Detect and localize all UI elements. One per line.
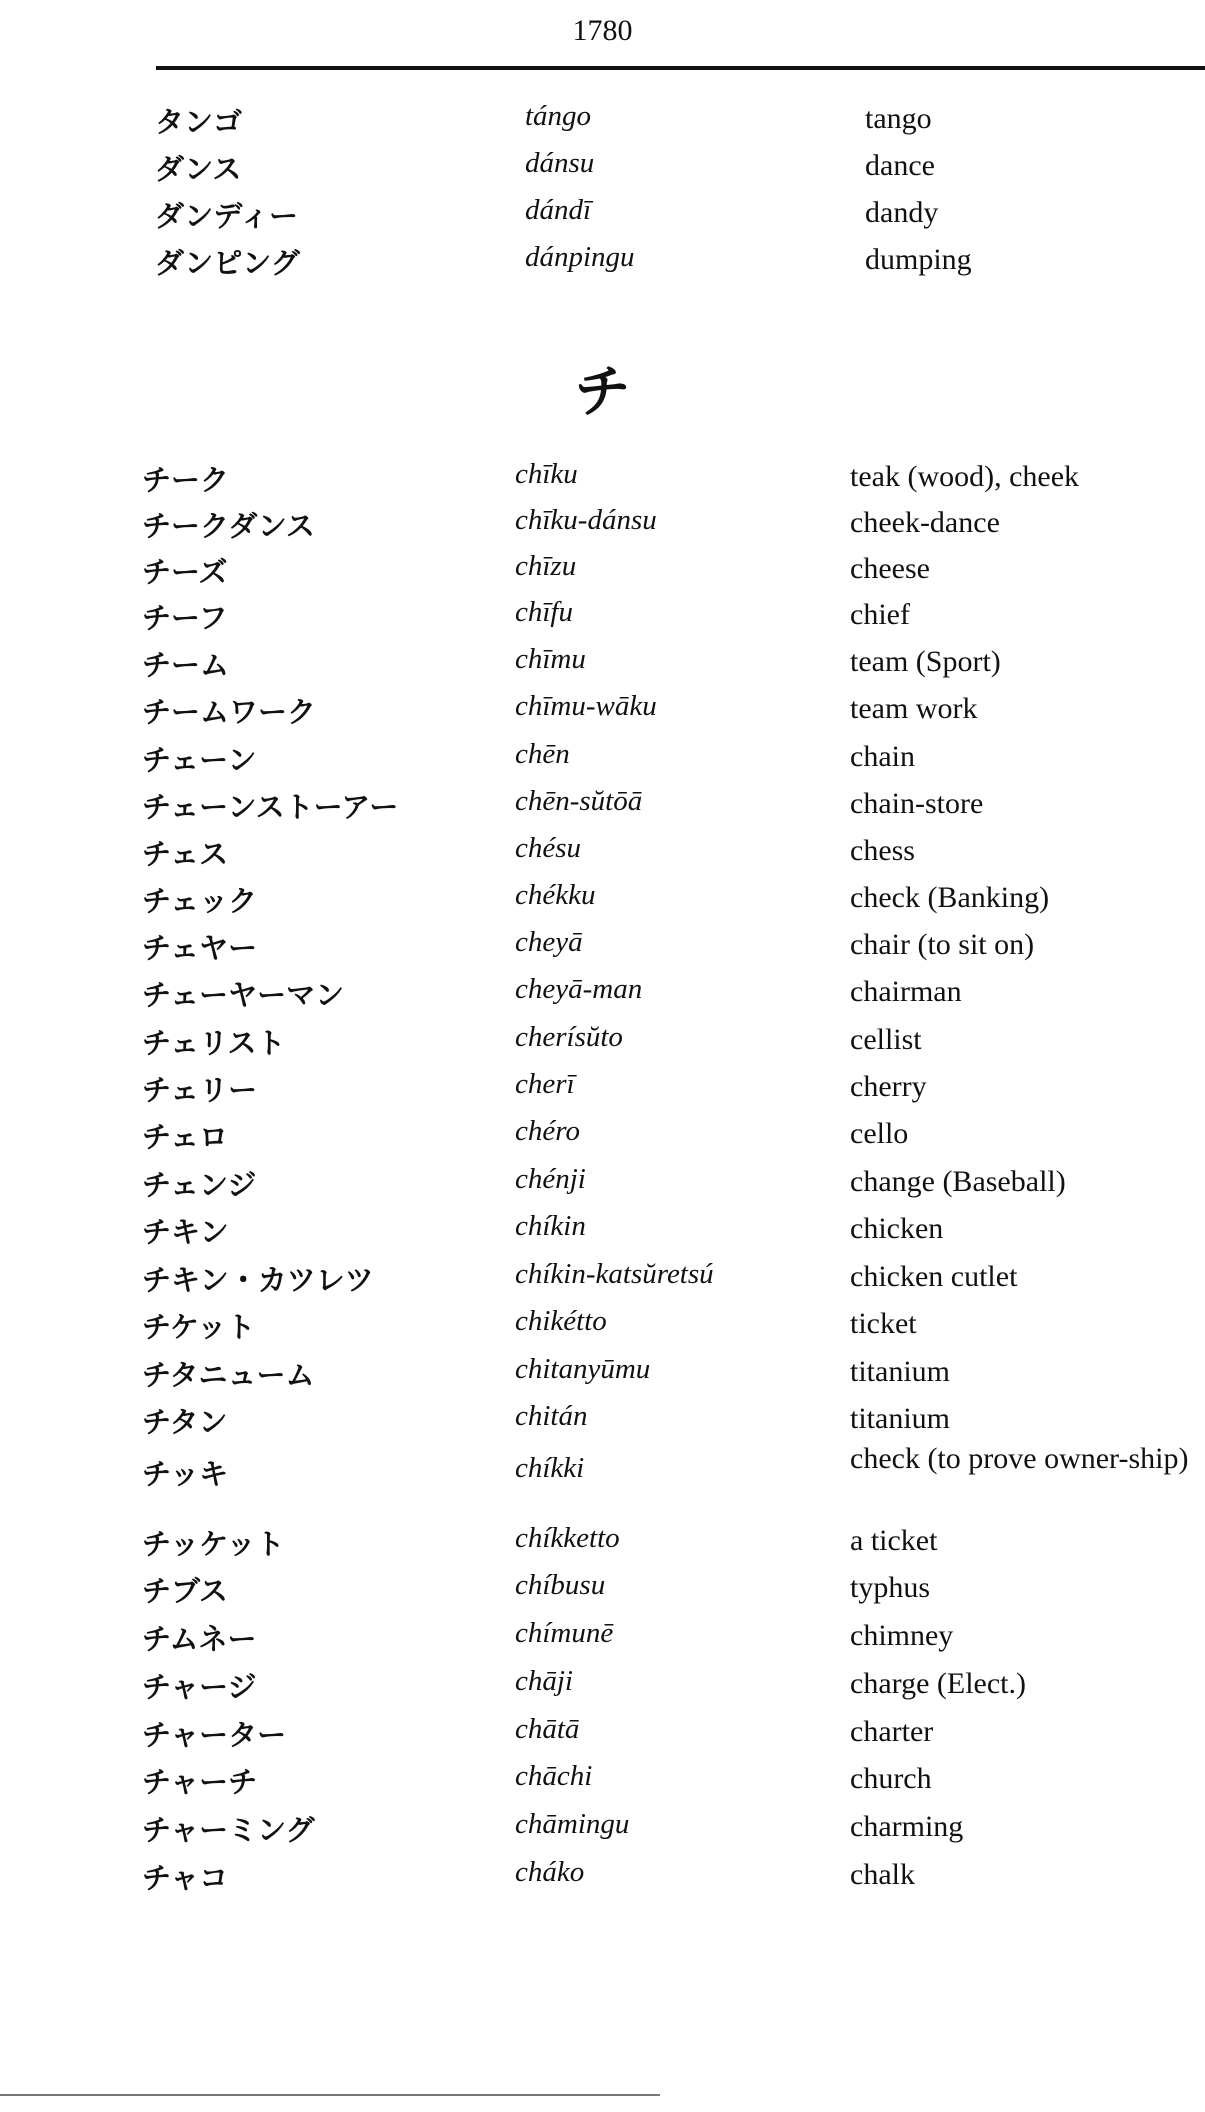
entry-katakana: チェロ [142,1120,229,1154]
entry-romanization: dánsu [525,147,595,179]
entry-english: cheese [850,552,930,585]
dictionary-entry [0,1210,1205,1256]
entry-katakana: チェンジ [142,1168,257,1202]
entry-katakana: チケット [142,1310,256,1344]
entry-romanization: chīku [515,458,578,490]
entry-english: chief [850,598,910,631]
entry-romanization: chéro [515,1115,580,1147]
entry-katakana: タンゴ [155,105,243,139]
entry-katakana: チッキ [142,1457,229,1491]
entry-katakana: チェリー [142,1073,258,1107]
entry-katakana: チェーン [142,743,257,777]
entry-katakana: チタン [142,1405,228,1439]
entry-english: charter [850,1715,934,1748]
entry-katakana: チーム [142,648,230,682]
entry-english: ticket [850,1307,917,1340]
entry-english: typhus [850,1571,931,1604]
entry-romanization: chēn-sŭtōā [515,785,643,817]
entry-romanization: chēn [515,738,570,770]
entry-katakana: チェーンストーアー [142,790,399,824]
dictionary-entry [0,1258,1205,1304]
dictionary-entry [0,1021,1205,1067]
dictionary-entry [0,1442,1205,1498]
entry-english: chair (to sit on) [850,928,1035,961]
entry-katakana: チムネー [142,1622,257,1656]
entry-english: chicken cutlet [850,1260,1018,1293]
entry-katakana: チークダンス [142,509,315,543]
entry-katakana: ダンディー [155,199,298,233]
dictionary-entry [0,1400,1205,1446]
entry-english: cello [850,1117,909,1150]
entry-english: chairman [850,975,962,1008]
entry-english: titanium [850,1355,950,1388]
entry-katakana: チタニューム [142,1358,315,1392]
entry-english: chalk [850,1858,915,1891]
entry-english: check (to prove owner-ship) [850,1442,1189,1475]
dictionary-entry [0,1856,1205,1902]
dictionary-entry [0,643,1205,689]
entry-romanization: chénji [515,1163,586,1195]
entry-english: change (Baseball) [850,1165,1066,1198]
entry-romanization: chātā [515,1713,580,1745]
entry-katakana: チーク [142,463,230,497]
entry-english: chess [850,834,915,867]
page-number: 1780 [572,14,633,47]
entry-english: tango [865,102,932,135]
entry-english: a ticket [850,1524,938,1557]
entry-english: check (Banking) [850,881,1050,914]
entry-katakana: チーズ [142,555,228,589]
entry-english: cellist [850,1023,922,1056]
entry-romanization: chāji [515,1665,573,1697]
entry-romanization: chitán [515,1400,588,1432]
dictionary-entry [0,879,1205,925]
entry-romanization: chāchi [515,1760,593,1792]
dictionary-entry [0,1713,1205,1759]
entry-katakana: チャーチ [142,1765,258,1799]
entry-romanization: cheyā [515,926,583,958]
entry-katakana: チキン [142,1215,229,1249]
dictionary-entry [0,1115,1205,1161]
entry-romanization: chíkin-katsŭretsú [515,1258,714,1290]
entry-romanization: chāmingu [515,1808,630,1840]
dictionary-entry [0,147,1205,193]
entry-english: chimney [850,1619,954,1652]
entry-katakana: ダンピング [155,246,300,280]
entry-english: dumping [865,243,972,276]
dictionary-entry [0,241,1205,287]
dictionary-entry [0,1163,1205,1209]
dictionary-entry [0,1068,1205,1114]
entry-english: chain-store [850,787,984,820]
entry-katakana: チェヤー [142,931,258,965]
entry-romanization: tángo [525,100,592,132]
entry-romanization: chīmu-wāku [515,690,657,722]
entry-romanization: chíkketto [515,1522,620,1554]
entry-romanization: dánpingu [525,241,635,273]
dictionary-entry [0,785,1205,831]
entry-romanization: chīmu [515,643,586,675]
entry-katakana: チェーヤーマン [142,978,345,1012]
entry-english: chain [850,740,915,773]
entry-katakana: チャーミング [142,1813,315,1847]
entry-katakana: ダンス [155,152,242,186]
dictionary-entry [0,1665,1205,1711]
entry-english: cheek-dance [850,506,1000,539]
entry-english: teak (wood), cheek [850,460,1080,493]
dictionary-entry [0,458,1205,504]
dictionary-entry [0,550,1205,596]
entry-romanization: cheyā-man [515,973,643,1005]
dictionary-entry [0,926,1205,972]
entry-romanization: dándī [525,194,592,226]
entry-english: team work [850,692,978,725]
dictionary-entry [0,1522,1205,1568]
dictionary-entry [0,1808,1205,1854]
entry-english: team (Sport) [850,645,1001,678]
entry-romanization: chīfu [515,596,573,628]
entry-katakana: チブス [142,1574,228,1608]
section-header: チ [574,360,631,425]
dictionary-entry [0,1569,1205,1615]
entry-english: dance [865,149,935,182]
entry-katakana: チャーター [142,1718,287,1752]
dictionary-entry [0,832,1205,878]
entry-english: church [850,1762,932,1795]
entry-romanization: chíkin [515,1210,586,1242]
dictionary-entry [0,1305,1205,1351]
entry-romanization: chékku [515,879,596,911]
entry-katakana: チッケット [142,1527,285,1561]
entry-english: cherry [850,1070,927,1103]
entry-english: titanium [850,1402,950,1435]
entry-romanization: cherísŭto [515,1021,623,1053]
entry-katakana: チャコ [142,1861,229,1895]
entry-romanization: chíbusu [515,1569,606,1601]
entry-katakana: チャージ [142,1670,257,1704]
dictionary-entry [0,596,1205,642]
entry-romanization: chīku-dánsu [515,504,657,536]
entry-katakana: チェス [142,837,229,871]
entry-katakana: チキン・カツレツ [142,1263,374,1297]
entry-english: charming [850,1810,964,1843]
bottom-rule [0,2094,660,2096]
entry-romanization: chímunē [515,1617,614,1649]
entry-romanization: chésu [515,832,582,864]
dictionary-entry [0,1760,1205,1806]
entry-romanization: chíkki [515,1452,585,1484]
entry-katakana: チーフ [142,601,228,635]
dictionary-entry [0,973,1205,1019]
dictionary-entry [0,1617,1205,1663]
entry-katakana: チェリスト [142,1026,286,1060]
entry-romanization: cháko [515,1856,585,1888]
entry-romanization: chīzu [515,550,577,582]
dictionary-entry [0,194,1205,240]
entry-english: charge (Elect.) [850,1667,1027,1700]
entry-romanization: chitanyūmu [515,1353,651,1385]
entry-katakana: チームワーク [142,695,317,729]
entry-romanization: chikétto [515,1305,607,1337]
dictionary-entry [0,504,1205,550]
entry-english: dandy [865,196,939,229]
dictionary-entry [0,738,1205,784]
top-rule [156,66,1205,70]
dictionary-entry [0,1353,1205,1399]
dictionary-entry [0,690,1205,736]
dictionary-entry [0,100,1205,146]
entry-romanization: cherī [515,1068,575,1100]
entry-english: chicken [850,1212,944,1245]
entry-katakana: チェック [142,884,258,918]
